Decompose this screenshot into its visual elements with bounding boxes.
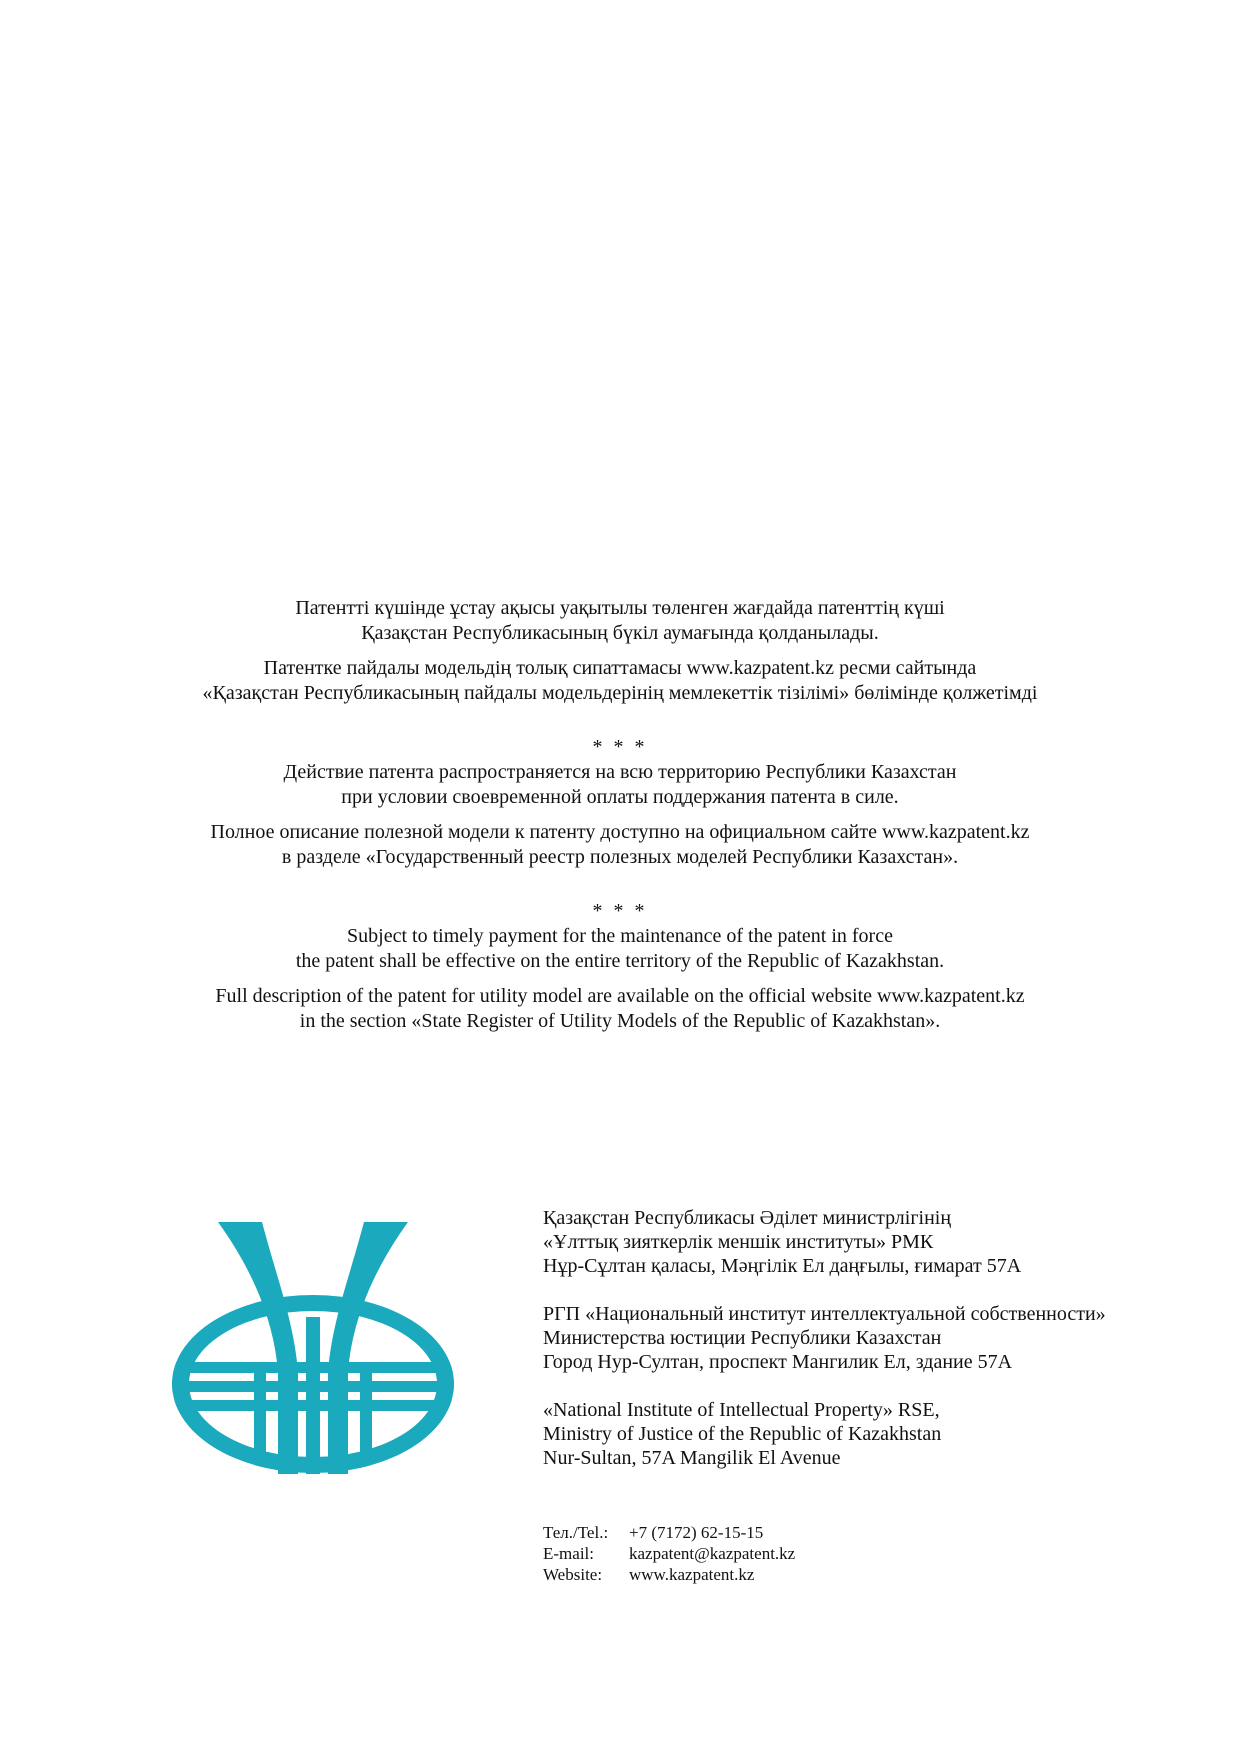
tel-value: +7 (7172) 62-15-15 (629, 1523, 764, 1542)
notice-en-line: in the section «State Register of Utility Models of the Republic of Kazakhstan». (299, 1010, 941, 1032)
notice-kk-line: «Қазақстан Республикасының пайдалы модельдерінің мемлекеттік тізілімі» бөлімінде қолжетімді (202, 682, 1038, 704)
email-label: E-mail: (543, 1544, 594, 1563)
notice-kk-line: Қазақстан Республикасының бүкіл аумағында қолданылады. (361, 622, 879, 644)
website-value: www.kazpatent.kz (629, 1565, 755, 1584)
notice-en-line: Subject to timely payment for the maintenance of the patent in force (347, 925, 893, 947)
section-separator: * * * (592, 900, 648, 922)
tel-label: Тел./Tel.: (543, 1523, 609, 1542)
address-en-line: Nur-Sultan, 57A Mangilik El Avenue (543, 1447, 841, 1469)
notice-ru-line: Полное описание полезной модели к патенту доступно на официальном сайте www.kazpatent.kz (210, 821, 1030, 843)
notice-kk-line: Патентті күшінде ұстау ақысы уақытылы төленген жағдайда патенттің күші (295, 597, 945, 619)
kazpatent-emblem-icon (170, 1222, 456, 1474)
notice-ru-line: при условии своевременной оплаты поддержания патента в силе. (341, 786, 899, 808)
patent-notice (0, 596, 1240, 1034)
notice-kk-line: Патентке пайдалы модельдің толық сипаттамасы www.kazpatent.kz ресми сайтында (263, 657, 977, 679)
section-separator: * * * (592, 736, 648, 758)
contact-row-tel (543, 1522, 795, 1543)
contact-details (543, 1522, 795, 1585)
contact-row-website (543, 1564, 795, 1585)
address-en-line: «National Institute of Intellectual Property» RSE, (543, 1399, 940, 1421)
notice-ru-line: Действие патента распространяется на всю территорию Республики Казахстан (283, 761, 957, 783)
notice-ru-line: в разделе «Государственный реестр полезных моделей Республики Казахстан». (281, 846, 959, 868)
address-kk-line: «Ұлттық зияткерлік меншік институты» РМК (543, 1231, 934, 1253)
website-label: Website: (543, 1565, 603, 1584)
notice-en-line: the patent shall be effective on the entire territory of the Republic of Kazakhstan. (295, 950, 945, 972)
address-ru-line: РГП «Национальный институт интеллектуальной собственности» (543, 1303, 1106, 1325)
address-kk-line: Нұр-Сұлтан қаласы, Мәңгілік Ел даңғылы, ғимарат 57А (543, 1255, 1022, 1277)
email-value: kazpatent@kazpatent.kz (629, 1544, 796, 1563)
address-ru-line: Город Нур-Султан, проспект Мангилик Ел, здание 57А (543, 1351, 1013, 1373)
address-ru-line: Министерства юстиции Республики Казахстан (543, 1327, 942, 1349)
institute-address (543, 1206, 1106, 1470)
address-kk-line: Қазақстан Республикасы Әділет министрлігінің (543, 1207, 952, 1229)
contact-row-email (543, 1543, 795, 1564)
notice-en-line: Full description of the patent for utility model are available on the official website www.kazpatent.kz (215, 985, 1025, 1007)
address-en-line: Ministry of Justice of the Republic of Kazakhstan (543, 1423, 942, 1445)
